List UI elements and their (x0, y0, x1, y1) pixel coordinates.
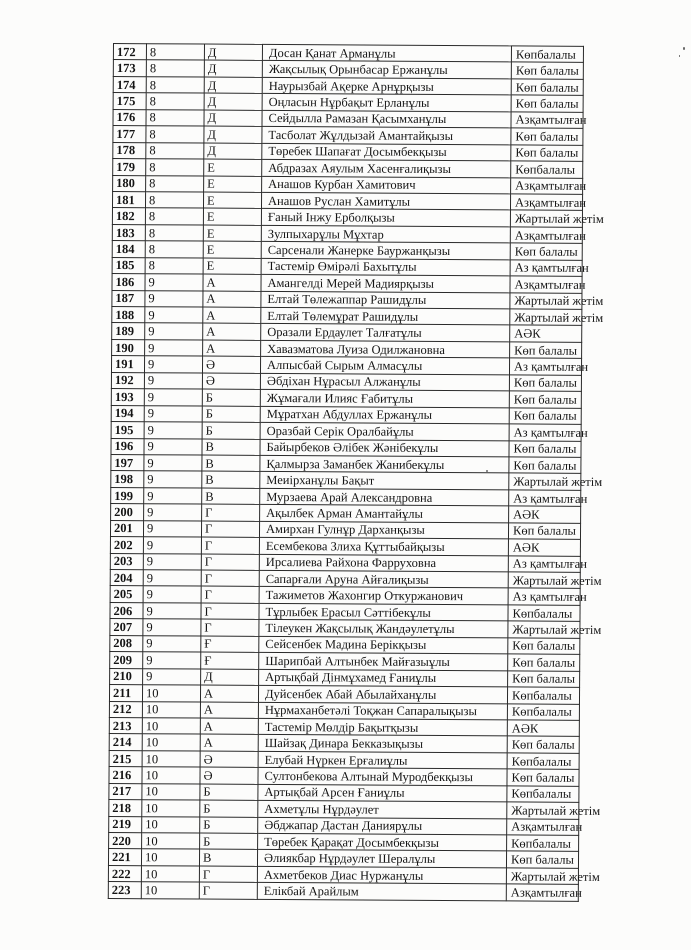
row-number: 197 (111, 454, 144, 471)
row-number: 202 (110, 537, 143, 554)
grade-cell: 9 (143, 586, 201, 603)
status-cell: Көп балалы (511, 79, 583, 96)
student-name-cell: Тажиметов Жахонгир Откуржанович (259, 587, 508, 605)
status-cell: Көп балалы (511, 145, 583, 162)
status-cell: Аз қамтылған (509, 424, 581, 441)
class-letter-cell: Е (204, 159, 262, 176)
grade-cell: 8 (146, 60, 204, 77)
row-number: 187 (112, 290, 145, 307)
status-cell: Аз қамтылған (508, 588, 580, 605)
status-cell: Аз қамтылған (509, 490, 581, 507)
student-name-cell: Әбдіхан Нұрасыл Алжанұлы (260, 373, 509, 391)
student-name-cell: Қалмырза Заманбек Жанибекұлы (260, 455, 509, 473)
class-letter-cell: Е (204, 176, 262, 193)
grade-cell: 8 (145, 241, 203, 258)
status-cell: Жартылай жетім (506, 868, 578, 885)
student-name-cell: Хавазматова Луиза Одилжановна (261, 340, 510, 358)
student-name-cell: Жұмағали Илияс Ғабитұлы (260, 390, 509, 408)
student-name-cell: Елікбай Арайлым (257, 883, 506, 901)
grade-cell: 8 (146, 44, 204, 61)
class-letter-cell: Е (203, 208, 261, 225)
status-cell: Азқамтылған (510, 227, 582, 244)
class-letter-cell: А (200, 718, 258, 735)
class-letter-cell: Г (201, 537, 259, 554)
student-name-cell: Анашов Курбан Хамитович (262, 176, 511, 194)
class-letter-cell: А (203, 291, 261, 308)
student-list-table (108, 43, 604, 902)
grade-cell: 10 (142, 767, 200, 784)
row-number: 191 (111, 356, 144, 373)
class-letter-cell: Д (204, 143, 262, 160)
row-number: 204 (110, 569, 143, 586)
row-number: 193 (111, 389, 144, 406)
student-name-cell: Тастемір Өмірәлі Бахытұлы (261, 258, 510, 276)
grade-cell: 10 (142, 685, 200, 702)
status-cell: Көпбалалы (507, 786, 579, 803)
class-letter-cell: Е (203, 225, 261, 242)
status-cell: Көп балалы (508, 654, 580, 671)
row-number: 207 (110, 619, 143, 636)
row-number: 210 (110, 668, 143, 685)
student-name-cell: Мұратхан Абдуллах Ержанұлы (260, 406, 509, 424)
row-number: 208 (110, 635, 143, 652)
student-name-cell: Ирсалиева Райхона Фарруховна (259, 554, 508, 572)
class-letter-cell: А (203, 274, 261, 291)
row-number: 209 (110, 652, 143, 669)
student-name-cell: Досан Қанат Арманұлы (262, 44, 511, 62)
class-letter-cell: Д (204, 44, 262, 61)
row-number: 183 (112, 224, 145, 241)
row-number: 175 (113, 93, 146, 110)
student-name-cell: Төребек Шапағат Досымбекқызы (262, 143, 511, 161)
grade-cell: 9 (145, 290, 203, 307)
grade-cell: 9 (143, 570, 201, 587)
class-letter-cell: Г (201, 521, 259, 538)
student-name-cell: Әлиякбар Нұрдәулет Шералұлы (257, 850, 506, 868)
row-number: 218 (109, 800, 142, 817)
status-cell: Жартылай жетім (507, 802, 579, 819)
student-name-cell: Жақсылық Орынбасар Ержанұлы (262, 61, 511, 79)
row-number: 206 (110, 602, 143, 619)
grade-cell: 8 (145, 208, 203, 225)
status-cell: Азқамтылған (507, 818, 579, 835)
table-body (108, 44, 604, 902)
status-cell: Жартылай жетім (510, 210, 582, 227)
row-number: 186 (112, 274, 145, 291)
status-cell: АӘК (507, 720, 579, 737)
student-name-cell: Ахметбеков Диас Нуржанұлы (257, 866, 506, 884)
class-letter-cell: Г (199, 882, 257, 899)
status-cell: Аз қамтылған (510, 260, 582, 277)
class-letter-cell: Д (201, 669, 259, 686)
student-name-cell: Зулпыхарұлы Мұхтар (261, 225, 510, 243)
student-name-cell: Артықбай Дінмұхамед Ғаниұлы (259, 669, 508, 687)
status-cell: Көп балалы (511, 62, 583, 79)
row-number: 176 (113, 109, 146, 126)
grade-cell: 10 (142, 833, 200, 850)
grade-cell: 10 (142, 783, 200, 800)
student-name-cell: Елтай Төлемұрат Рашидұлы (261, 307, 510, 325)
grade-cell: 10 (142, 800, 200, 817)
class-letter-cell: Ә (202, 373, 260, 390)
status-cell: Жартылай жетім (510, 292, 582, 309)
class-letter-cell: Б (200, 817, 258, 834)
status-cell: Көп балалы (508, 523, 580, 540)
status-cell: Көп балалы (507, 769, 579, 786)
status-cell: Көпбалалы (507, 753, 579, 770)
grade-cell: 9 (144, 488, 202, 505)
student-name-cell: Амирхан Гулнұр Дарханқызы (259, 521, 508, 539)
student-name-cell: Артықбай Арсен Ғаниұлы (258, 784, 507, 802)
class-letter-cell: Д (204, 60, 262, 77)
student-name-cell: Алпысбай Сырым Алмасұлы (260, 357, 509, 375)
grade-cell: 8 (146, 93, 204, 110)
status-cell: Аз қамтылған (508, 555, 580, 572)
status-cell: Көп балалы (507, 736, 579, 753)
student-name-cell: Сарсенали Жанерке Бауржанқызы (261, 242, 510, 260)
status-cell: Азқамтылған (506, 884, 578, 901)
grade-cell: 9 (143, 668, 201, 685)
student-name-cell: Ақылбек Арман Амантайұлы (260, 505, 509, 523)
class-letter-cell: Б (202, 422, 260, 439)
grade-cell: 9 (143, 603, 201, 620)
student-name-cell: Шарипбай Алтынбек Майғазыұлы (259, 653, 508, 671)
student-name-cell: Наурызбай Ақерке Арнұрқызы (262, 77, 511, 95)
student-name-cell: Анашов Руслан Хамитұлы (261, 192, 510, 210)
status-cell: Көпбалалы (507, 687, 579, 704)
grade-cell: 8 (146, 142, 204, 159)
class-letter-cell: Б (202, 406, 260, 423)
row-number: 213 (109, 717, 142, 734)
row-number: 190 (112, 339, 145, 356)
student-name-cell: Амангелді Мерей Мадиярқызы (261, 275, 510, 293)
grade-cell: 10 (141, 882, 199, 899)
status-cell: Көп балалы (509, 408, 581, 425)
status-cell: АӘК (508, 539, 580, 556)
row-number: 180 (113, 175, 146, 192)
row-number: 200 (111, 504, 144, 521)
status-cell: Көпбалалы (507, 703, 579, 720)
class-letter-cell: В (202, 439, 260, 456)
grade-cell: 9 (144, 471, 202, 488)
student-name-cell: Оразали Ердаулет Талғатұлы (261, 324, 510, 342)
row-number: 179 (113, 159, 146, 176)
student-name-cell: Мурзаева Арай Александровна (260, 488, 509, 506)
student-name-cell: Ғаный Інжу Ерболқызы (261, 209, 510, 227)
scan-speck (486, 470, 488, 472)
row-number: 198 (111, 471, 144, 488)
status-cell: Көпбалалы (507, 835, 579, 852)
status-cell: АӘК (509, 506, 581, 523)
status-cell: Азқамтылған (511, 112, 583, 129)
class-letter-cell: Д (204, 126, 262, 143)
status-cell: Көпбалалы (511, 161, 583, 178)
class-letter-cell: Д (204, 93, 262, 110)
grade-cell: 10 (142, 718, 200, 735)
class-letter-cell: Е (203, 258, 261, 275)
status-cell: Көп балалы (509, 375, 581, 392)
class-letter-cell: В (199, 849, 257, 866)
student-name-cell: Тұрлыбек Ерасыл Сәттібекұлы (259, 603, 508, 621)
class-letter-cell: Д (204, 110, 262, 127)
student-name-cell: Елтай Төлежаппар Рашидұлы (261, 291, 510, 309)
class-letter-cell: Г (201, 570, 259, 587)
class-letter-cell: Б (200, 784, 258, 801)
row-number: 173 (113, 60, 146, 77)
class-letter-cell: Ғ (201, 652, 259, 669)
class-letter-cell: Г (201, 586, 259, 603)
class-letter-cell: А (203, 307, 261, 324)
class-letter-cell: Ә (200, 767, 258, 784)
grade-cell: 9 (143, 520, 201, 537)
row-number: 172 (113, 44, 146, 61)
student-name-cell: Ахметұлы Нұрдәулет (258, 801, 507, 819)
status-cell: Көп балалы (511, 128, 583, 145)
grade-cell: 10 (142, 816, 200, 833)
row-number: 211 (109, 685, 142, 702)
student-name-cell: Нұрмаханбетәлі Тоқжан Сапаралықызы (258, 702, 507, 720)
grade-cell: 10 (142, 701, 200, 718)
class-letter-cell: В (202, 471, 260, 488)
student-name-cell: Меиірханұлы Бақыт (260, 472, 509, 490)
row-number: 221 (108, 849, 141, 866)
student-name-cell: Сейдылла Рамазан Қасымханұлы (262, 110, 511, 128)
status-cell: Жартылай жетім (510, 309, 582, 326)
row-number: 181 (112, 191, 145, 208)
student-name-cell: Байырбеков Әлібек Жәнібекұлы (260, 439, 509, 457)
class-letter-cell: Ә (200, 751, 258, 768)
grade-cell: 9 (144, 422, 202, 439)
grade-cell: 9 (143, 537, 201, 554)
class-letter-cell: В (202, 455, 260, 472)
status-cell: Көп балалы (510, 243, 582, 260)
grade-cell: 9 (145, 307, 203, 324)
status-cell: АӘК (510, 325, 582, 342)
grade-cell: 9 (144, 455, 202, 472)
student-name-cell: Есембекова Злиха Құттыбайқызы (259, 538, 508, 556)
student-name-cell: Оразбай Серік Оралбайұлы (260, 422, 509, 440)
grade-cell: 8 (146, 126, 204, 143)
student-name-cell: Төребек Қарақат Досымбекқызы (258, 833, 507, 851)
grade-cell: 10 (141, 849, 199, 866)
row-number: 174 (113, 76, 146, 93)
class-letter-cell: Г (202, 504, 260, 521)
row-number: 185 (112, 257, 145, 274)
grade-cell: 10 (142, 734, 200, 751)
class-letter-cell: А (203, 340, 261, 357)
scan-speck (679, 55, 680, 57)
class-letter-cell: Г (201, 603, 259, 620)
class-letter-cell: А (200, 702, 258, 719)
class-letter-cell: Д (204, 77, 262, 94)
status-cell: Жартылай жетім (508, 621, 580, 638)
class-letter-cell: Ә (202, 356, 260, 373)
student-name-cell: Тілеукен Жақсылық Жандәулетұлы (259, 620, 508, 638)
grade-cell: 9 (145, 274, 203, 291)
status-cell: Жартылай жетім (509, 473, 581, 490)
class-letter-cell: Е (203, 192, 261, 209)
grade-cell: 9 (143, 619, 201, 636)
grade-cell: 9 (143, 553, 201, 570)
row-number: 212 (109, 701, 142, 718)
grade-cell: 9 (143, 635, 201, 652)
row-number: 222 (108, 865, 141, 882)
student-name-cell: Султонбекова Алтынай Муродбекқызы (258, 768, 507, 786)
class-letter-cell: Г (199, 866, 257, 883)
class-letter-cell: Г (201, 554, 259, 571)
row-number: 194 (111, 405, 144, 422)
row-number: 219 (109, 816, 142, 833)
class-letter-cell: Б (200, 833, 258, 850)
status-cell: Көп балалы (509, 440, 581, 457)
grade-cell: 9 (143, 652, 201, 669)
class-letter-cell: Ғ (201, 636, 259, 653)
row-number: 178 (113, 142, 146, 159)
grade-cell: 10 (142, 751, 200, 768)
class-letter-cell: В (202, 488, 260, 505)
status-cell: Көп балалы (510, 342, 582, 359)
row-number: 195 (111, 422, 144, 439)
status-cell: Көпбалалы (511, 46, 583, 63)
row-number: 216 (109, 767, 142, 784)
row-number: 223 (108, 882, 141, 899)
grade-cell: 9 (144, 372, 202, 389)
grade-cell: 9 (144, 504, 202, 521)
class-letter-cell: А (200, 685, 258, 702)
scan-speck (683, 47, 685, 50)
class-letter-cell: Е (203, 241, 261, 258)
grade-cell: 9 (144, 405, 202, 422)
status-cell: Азқамтылған (510, 194, 582, 211)
status-cell: Көп балалы (509, 457, 581, 474)
grade-cell: 9 (144, 356, 202, 373)
student-name-cell: Тастемір Мөлдір Бақытқызы (258, 718, 507, 736)
grade-cell: 8 (146, 175, 204, 192)
row-number: 199 (111, 487, 144, 504)
class-letter-cell: А (200, 734, 258, 751)
status-cell: Азқамтылған (511, 177, 583, 194)
status-cell: Азқамтылған (510, 276, 582, 293)
student-name-cell: Оңласын Нұрбақыт Ерланұлы (262, 94, 511, 112)
row-number: 214 (109, 734, 142, 751)
row-number: 182 (112, 208, 145, 225)
class-letter-cell: Б (200, 800, 258, 817)
student-name-cell: Әбджапар Дастан Даниярұлы (258, 817, 507, 835)
row-number: 192 (111, 372, 144, 389)
status-cell: Көп балалы (508, 638, 580, 655)
row-number: 196 (111, 438, 144, 455)
student-name-cell: Абдразах Аяулым Хасенғалиқызы (262, 159, 511, 177)
student-name-cell: Дуйсенбек Абай Абылайханұлы (258, 685, 507, 703)
row-number: 188 (112, 306, 145, 323)
row-number: 217 (109, 783, 142, 800)
row-number: 205 (110, 586, 143, 603)
class-letter-cell: Г (201, 619, 259, 636)
class-letter-cell: Б (202, 389, 260, 406)
grade-cell: 8 (145, 257, 203, 274)
table-row (108, 882, 578, 901)
row-number: 177 (113, 126, 146, 143)
row-number: 220 (109, 832, 142, 849)
row-number: 201 (110, 520, 143, 537)
row-number: 215 (109, 750, 142, 767)
status-cell: Көп балалы (506, 851, 578, 868)
status-cell: Жартылай жетім (508, 572, 580, 589)
status-cell: Көпбалалы (508, 605, 580, 622)
row-number: 203 (110, 553, 143, 570)
grade-cell: 8 (145, 192, 203, 209)
grade-cell: 9 (144, 438, 202, 455)
student-name-cell: Елубай Нүркен Ерғалиұлы (258, 751, 507, 769)
student-name-cell: Шайзақ Динара Бекказықызы (258, 735, 507, 753)
grade-cell: 9 (144, 389, 202, 406)
status-cell: Аз қамтылған (509, 358, 581, 375)
grade-cell: 9 (145, 323, 203, 340)
status-cell: Көп балалы (508, 671, 580, 688)
grade-cell: 10 (141, 866, 199, 883)
grade-cell: 8 (146, 77, 204, 94)
row-number: 184 (112, 241, 145, 258)
status-cell: Көп балалы (509, 391, 581, 408)
grade-cell: 8 (146, 109, 204, 126)
student-name-cell: Сапарғали Аруна Айғалиқызы (259, 570, 508, 588)
class-letter-cell: А (203, 323, 261, 340)
grade-cell: 8 (145, 225, 203, 242)
grade-cell: 9 (145, 340, 203, 357)
row-number: 189 (112, 323, 145, 340)
student-name-cell: Сейсенбек Мадина Берікқызы (259, 636, 508, 654)
grade-cell: 8 (146, 159, 204, 176)
student-name-cell: Тасболат Жұлдызай Амантайқызы (262, 127, 511, 145)
status-cell: Көп балалы (511, 95, 583, 112)
